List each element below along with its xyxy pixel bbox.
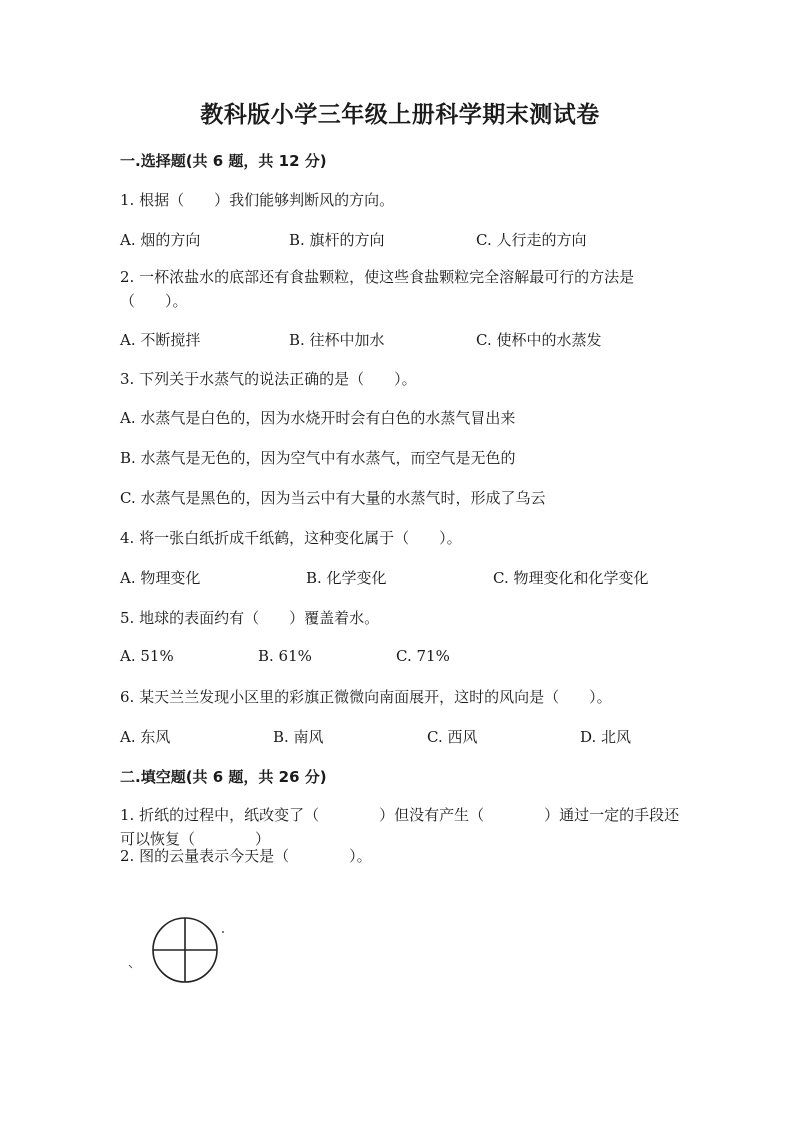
question-6-option-d: D. 北风 <box>580 728 632 746</box>
question-1-option-c: C. 人行走的方向 <box>476 231 587 249</box>
question-4-stem: 4. 将一张白纸折成千纸鹤，这种变化属于（ ）。 <box>120 529 462 547</box>
question-5-stem: 5. 地球的表面约有（ ）覆盖着水。 <box>120 609 380 627</box>
question-5-option-c: C. 71% <box>396 647 450 665</box>
question-2-stem: 2. 一杯浓盐水的底部还有食盐颗粒，使这些食盐颗粒完全溶解最可行的方法是（ ）。 <box>120 268 635 310</box>
question-6-option-c: C. 西风 <box>427 728 478 746</box>
question-1-option-a: A. 烟的方向 <box>120 231 201 249</box>
question-4-option-b: B. 化学变化 <box>306 569 387 587</box>
question-6-option-a: A. 东风 <box>120 728 171 746</box>
question-6-option-b: B. 南风 <box>273 728 324 746</box>
question-3-option-b: B. 水蒸气是无色的，因为空气中有水蒸气，而空气是无色的 <box>120 449 516 467</box>
question-1-stem: 1. 根据（ ）我们能够判断风的方向。 <box>120 191 395 209</box>
question-3-option-c: C. 水蒸气是黑色的，因为当云中有大量的水蒸气时，形成了乌云 <box>120 489 546 507</box>
fill-question-2-stem: 2. 图的云量表示今天是（ ）。 <box>120 847 372 865</box>
speck-mark <box>222 931 224 933</box>
question-2-option-c: C. 使杯中的水蒸发 <box>476 331 602 349</box>
question-2-option-b: B. 往杯中加水 <box>289 331 385 349</box>
page-title: 教科版小学三年级上册科学期末测试卷 <box>200 102 600 128</box>
question-1-option-b: B. 旗杆的方向 <box>289 231 385 249</box>
tick-mark <box>129 965 132 968</box>
question-4-option-c: C. 物理变化和化学变化 <box>493 569 649 587</box>
fill-question-1-stem: 1. 折纸的过程中，纸改变了（ ）但没有产生（ ）通过一定的手段还可以恢复（ ） <box>120 806 680 848</box>
question-3-option-a: A. 水蒸气是白色的，因为水烧开时会有白色的水蒸气冒出来 <box>120 409 516 427</box>
question-6-stem: 6. 某天兰兰发现小区里的彩旗正微微向南面展开，这时的风向是（ ）。 <box>120 688 612 706</box>
question-2-option-a: A. 不断搅拌 <box>120 331 201 349</box>
cloud-cover-figure <box>120 915 240 995</box>
section-heading-choice: 一.选择题(共 6 题，共 12 分) <box>120 152 327 170</box>
section-heading-fill-in: 二.填空题(共 6 题，共 26 分) <box>120 768 327 786</box>
question-5-option-a: A. 51% <box>120 647 174 665</box>
question-5-option-b: B. 61% <box>258 647 312 665</box>
question-3-stem: 3. 下列关于水蒸气的说法正确的是（ ）。 <box>120 370 417 388</box>
question-4-option-a: A. 物理变化 <box>120 569 201 587</box>
